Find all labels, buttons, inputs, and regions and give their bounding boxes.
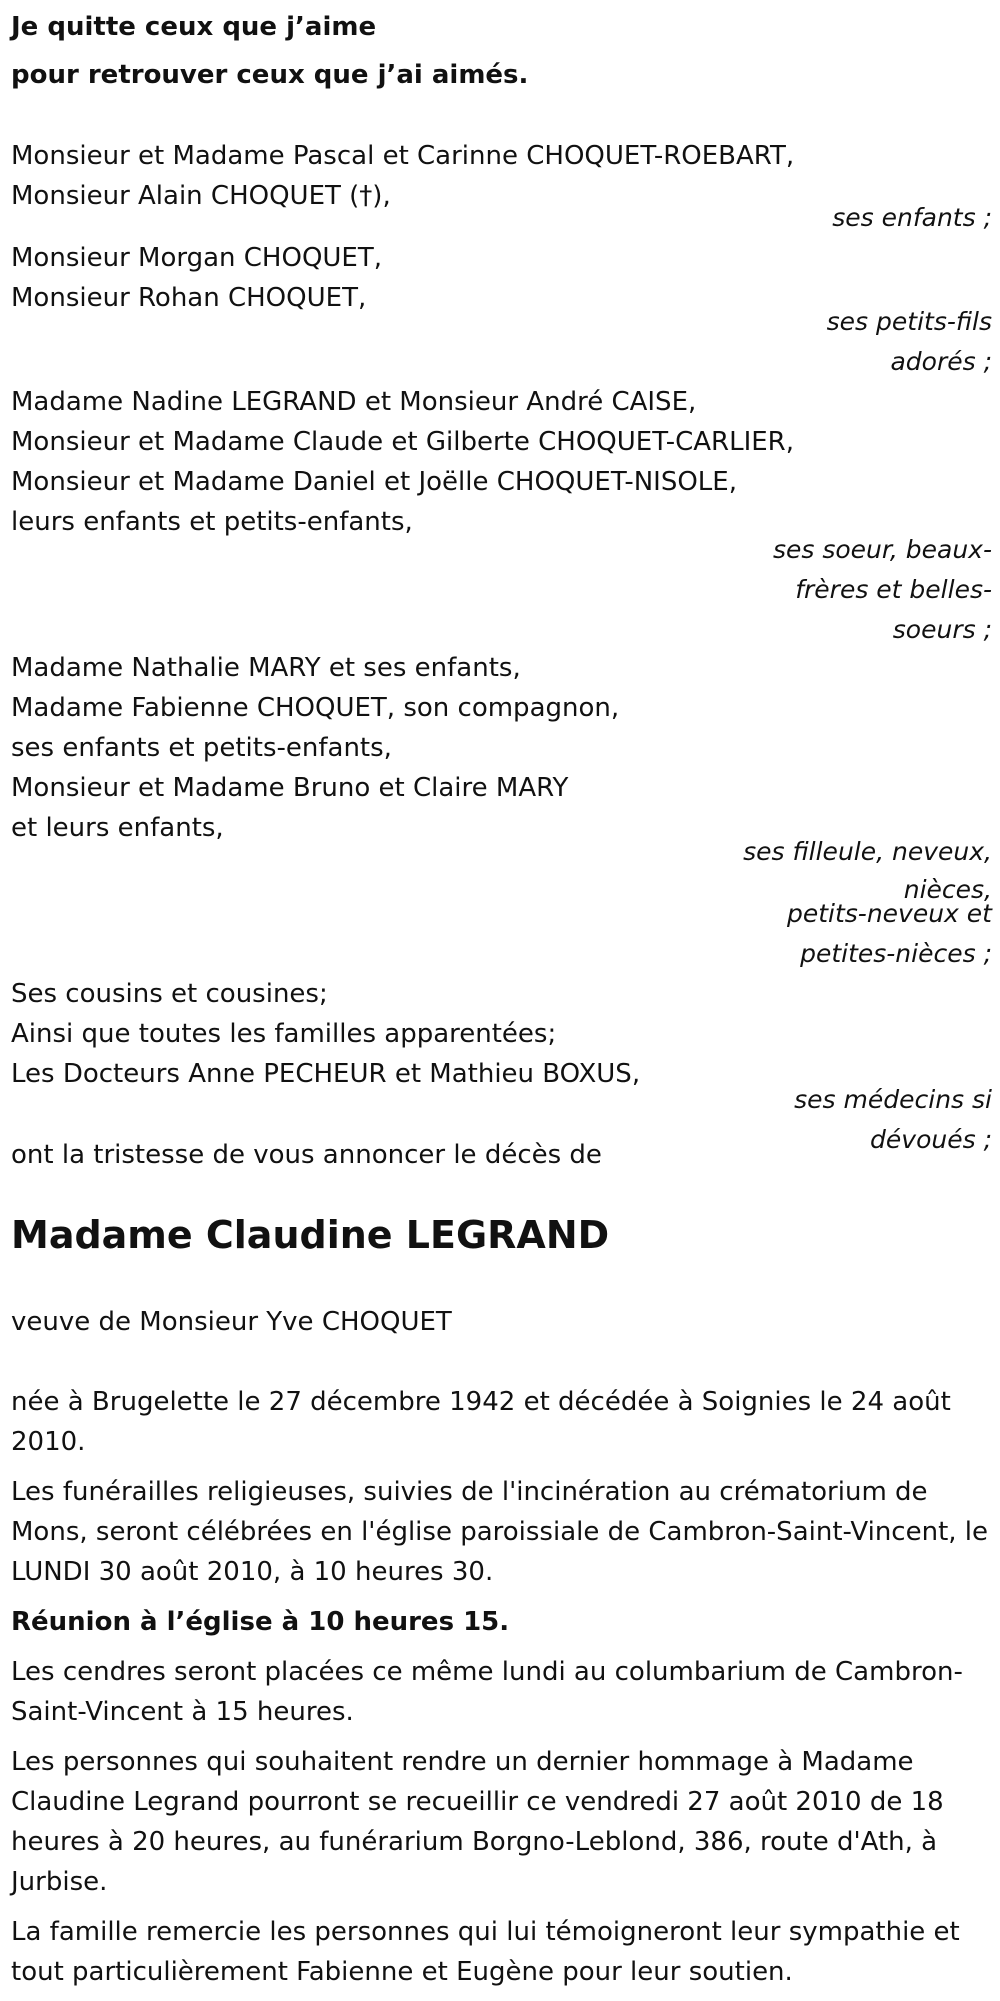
relation-others-line-2: dévoués ; xyxy=(870,1125,992,1154)
thanks-paragraph: La famille remercie les personnes qui lui témoigneront leur sympathie et tout particulièrement Fabienne et Eugène pour leur soutien. xyxy=(11,1917,960,1987)
meeting-paragraph: Réunion à l’église à 10 heures 15. xyxy=(11,1607,510,1637)
relation-godchildren-line-2: nièces, xyxy=(903,875,992,904)
ashes-paragraph: Les cendres seront placées ce même lundi au columbarium de Cambron-Saint-Vincent à 15 heures. xyxy=(11,1657,963,1727)
relation-children: ses enfants ; xyxy=(832,203,992,232)
family-line: Monsieur et Madame Pascal et Carinne CHOQUET-ROEBART, xyxy=(11,141,795,171)
relation-others-line-1: ses médecins si xyxy=(794,1085,992,1114)
family-line: Ses cousins et cousines; xyxy=(11,979,328,1009)
family-line: Les Docteurs Anne PECHEUR et Mathieu BOXUS, xyxy=(11,1059,641,1089)
family-line: ses enfants et petits-enfants, xyxy=(11,733,392,763)
epigraph-line-1: Je quitte ceux que j’aime xyxy=(11,12,377,42)
family-line: Monsieur Morgan CHOQUET, xyxy=(11,243,383,273)
funeral-paragraph: Les funérailles religieuses, suivies de l'incinération au crématorium de Mons, seront célébrées en l'église paroissiale de Cambron-Saint-Vincent, le LUNDI 30 août 2010, à 10 heures 30. xyxy=(11,1477,989,1587)
family-line: Monsieur et Madame Claude et Gilberte CHOQUET-CARLIER, xyxy=(11,427,794,457)
family-line: Monsieur et Madame Daniel et Joëlle CHOQUET-NISOLE, xyxy=(11,467,737,497)
family-line: Monsieur Rohan CHOQUET, xyxy=(11,283,367,313)
relation-siblings-line-3: soeurs ; xyxy=(892,615,992,644)
deceased-name: Madame Claudine LEGRAND xyxy=(11,1213,610,1257)
family-line: Monsieur Alain CHOQUET (†), xyxy=(11,181,391,211)
birth-death-paragraph: née à Brugelette le 27 décembre 1942 et décédée à Soignies le 24 août 2010. xyxy=(11,1387,951,1457)
family-line: Madame Fabienne CHOQUET, son compagnon, xyxy=(11,693,620,723)
relation-godchildren-line-3: petits-neveux et xyxy=(786,899,992,928)
family-line: Ainsi que toutes les familles apparentées; xyxy=(11,1019,557,1049)
family-line: leurs enfants et petits-enfants, xyxy=(11,507,413,537)
relation-grandsons-line-2: adorés ; xyxy=(890,347,992,376)
homage-paragraph: Les personnes qui souhaitent rendre un dernier hommage à Madame Claudine Legrand pourront se recueillir ce vendredi 27 août 2010 de 18 heures à 20 heures, au funérarium Borgno-Leblond, 386, route d'Ath, à Jurbise. xyxy=(11,1747,944,1897)
widow-of-text: veuve de Monsieur Yve CHOQUET xyxy=(11,1307,452,1337)
relation-grandsons-line-1: ses petits-fils xyxy=(826,307,992,336)
family-line: Madame Nathalie MARY et ses enfants, xyxy=(11,653,521,683)
family-line: et leurs enfants, xyxy=(11,813,224,843)
relation-siblings-line-2: frères et belles- xyxy=(795,575,992,604)
family-line: Madame Nadine LEGRAND et Monsieur André CAISE, xyxy=(11,387,697,417)
family-line: Monsieur et Madame Bruno et Claire MARY xyxy=(11,773,569,803)
announcement-text: ont la tristesse de vous annoncer le décès de xyxy=(11,1140,602,1170)
relation-godchildren-line-4: petites-nièces ; xyxy=(800,939,992,968)
relation-godchildren-line-1: ses filleule, neveux, xyxy=(743,837,992,866)
epigraph-line-2: pour retrouver ceux que j’ai aimés. xyxy=(11,60,529,90)
relation-siblings-line-1: ses soeur, beaux- xyxy=(772,535,992,564)
